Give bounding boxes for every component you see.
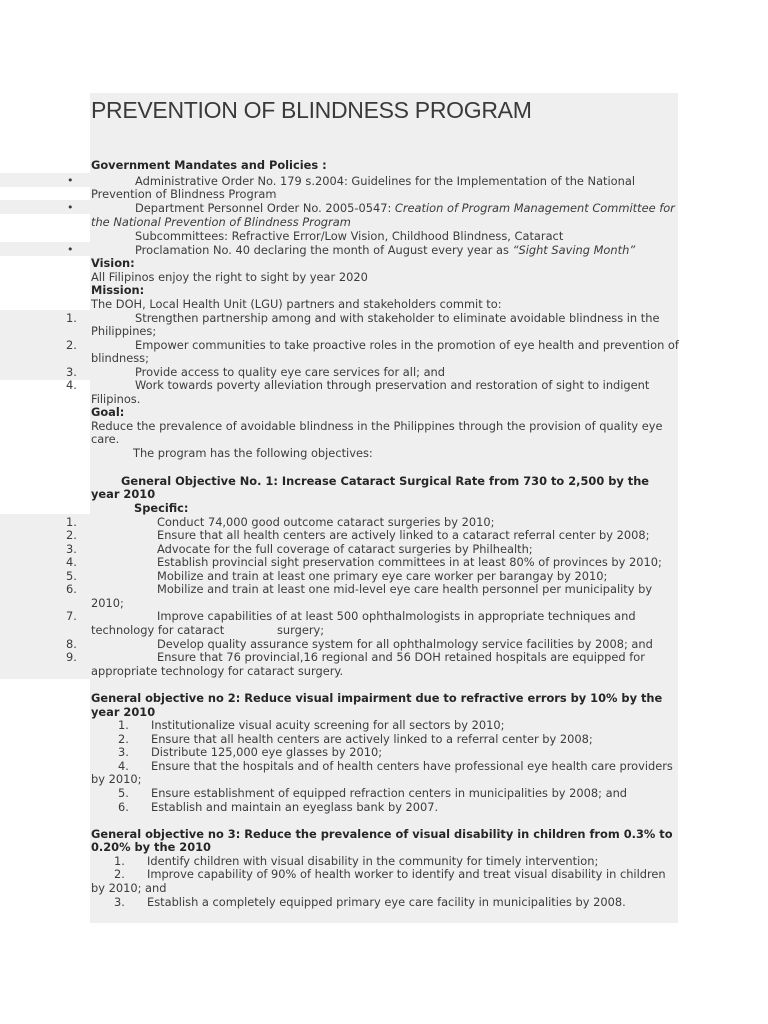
bullet-marker: • — [67, 174, 74, 187]
list-number: 2. — [66, 338, 77, 352]
goal-heading: Goal: — [91, 405, 125, 419]
vision-text: All Filipinos enjoy the right to sight by year 2020 — [91, 270, 368, 284]
mandate-item-3: Proclamation No. 40 declaring the month of August every year as “Sight Saving Month” — [135, 243, 636, 257]
objective-1-item-6-line-1: Mobilize and train at least one mid-level eye care health personnel per municipality by — [157, 582, 653, 596]
objective-1-item-5: Mobilize and train at least one primary eye care worker per barangay by 2010; — [157, 569, 608, 583]
objective-1-item-6-line-2: 2010; — [91, 596, 124, 610]
specific-label: Specific: — [134, 501, 189, 515]
objective-3-heading-line-2: 0.20% by the 2010 — [91, 840, 211, 854]
objective-1-item-9-line-1: Ensure that 76 provincial,16 regional and 56 DOH retained hospitals are equipped for — [157, 650, 645, 664]
objective-1-item-4: Establish provincial sight preservation committees in at least 80% of provinces by 2010; — [157, 555, 662, 569]
objective-1-item-8: Develop quality assurance system for all ophthalmology service facilities by 2008; and — [157, 637, 653, 651]
objective-2-item-3: Distribute 125,000 eye glasses by 2010; — [151, 745, 383, 759]
list-number: 3. — [118, 745, 129, 759]
list-number: 4. — [66, 555, 77, 569]
objective-1-item-3: Advocate for the full coverage of cataract surgeries by Philhealth; — [157, 542, 533, 556]
mandate-item-2-line-1: Department Personnel Order No. 2005-0547: Creation of Program Management Committee for — [135, 201, 675, 215]
vision-heading: Vision: — [91, 256, 135, 270]
objective-1-item-1: Conduct 74,000 good outcome cataract surgeries by 2010; — [157, 515, 495, 529]
objective-2-heading-line-2: year 2010 — [91, 705, 156, 719]
bullet-marker: • — [67, 201, 74, 214]
list-number: 3. — [66, 542, 77, 556]
objective-2-heading-line-1: General objective no 2: Reduce visual impairment due to refractive errors by 10% by the — [91, 691, 663, 705]
list-number: 1. — [114, 854, 125, 868]
objective-3-item-2-line-1: Improve capability of 90% of health worker to identify and treat visual disability in children — [147, 867, 666, 881]
mission-item-2-line-2: blindness; — [91, 351, 149, 365]
objective-3-item-3: Establish a completely equipped primary eye care facility in municipalities by 2008. — [147, 895, 626, 909]
list-number: 1. — [66, 515, 77, 529]
list-number: 7. — [66, 609, 77, 623]
mandate-item-2-line-2: the National Prevention of Blindness Program — [91, 215, 351, 229]
objective-2-item-6: Establish and maintain an eyeglass bank by 2007. — [151, 800, 439, 814]
objective-2-item-4-line-1: Ensure that the hospitals and of health centers have professional eye health care providers — [151, 759, 673, 773]
objective-1-item-7-line-1: Improve capabilities of at least 500 ophthalmologists in appropriate techniques and — [157, 609, 636, 623]
objective-2-item-5: Ensure establishment of equipped refraction centers in municipalities by 2008; and — [151, 786, 628, 800]
objective-3-item-2-line-2: by 2010; and — [91, 881, 167, 895]
list-number: 2. — [66, 528, 77, 542]
list-number: 3. — [66, 365, 77, 379]
bullet-marker: • — [67, 243, 74, 256]
objective-1-heading-line-1: General Objective No. 1: Increase Cataract Surgical Rate from 730 to 2,500 by the — [121, 474, 650, 488]
objective-1-item-9-line-2: appropriate technology for cataract surgery. — [91, 664, 344, 678]
objective-1-item-7-line-2: technology for cataract — [91, 623, 225, 637]
objective-2-item-2: Ensure that all health centers are actively linked to a referral center by 2008; — [151, 732, 593, 746]
objective-2-item-1: Institutionalize visual acuity screening for all sectors by 2010; — [151, 718, 505, 732]
objective-3-heading-line-1: General objective no 3: Reduce the prevalence of visual disability in children from 0.3% to — [91, 827, 673, 841]
objective-1-item-7-line-2b: surgery; — [277, 623, 325, 637]
list-number: 4. — [66, 378, 77, 392]
mission-item-1-line-1: Strengthen partnership among and with stakeholder to eliminate avoidable blindness in the — [135, 311, 660, 325]
objective-2-item-4-line-2: by 2010; — [91, 772, 142, 786]
list-number: 3. — [114, 895, 125, 909]
objectives-intro: The program has the following objectives: — [133, 446, 373, 460]
list-number: 8. — [66, 637, 77, 651]
mandate-item-1-line-2: Prevention of Blindness Program — [91, 187, 277, 201]
list-number: 2. — [118, 732, 129, 746]
list-number: 9. — [66, 650, 77, 664]
goal-line-2: care. — [91, 432, 120, 446]
page-title: PREVENTION OF BLINDNESS PROGRAM — [91, 97, 532, 123]
list-number: 4. — [118, 759, 129, 773]
mission-heading: Mission: — [91, 283, 145, 297]
objective-3-item-1: Identify children with visual disability in the community for timely intervention; — [147, 854, 599, 868]
mandate-item-1-line-1: Administrative Order No. 179 s.2004: Guidelines for the Implementation of the National — [135, 174, 636, 188]
mandates-heading: Government Mandates and Policies : — [91, 158, 327, 172]
mission-item-4-line-2: Filipinos. — [91, 392, 141, 406]
objective-1-item-2: Ensure that all health centers are actively linked to a cataract referral center by 2008; — [157, 528, 650, 542]
mission-item-4-line-1: Work towards poverty alleviation through preservation and restoration of sight to indigent — [135, 378, 650, 392]
objective-1-heading-line-2: year 2010 — [91, 487, 156, 501]
list-number: 1. — [118, 718, 129, 732]
mission-item-3: Provide access to quality eye care services for all; and — [135, 365, 445, 379]
mandate-item-2-line-3: Subcommittees: Refractive Error/Low Vision, Childhood Blindness, Cataract — [135, 229, 564, 243]
mission-item-1-line-2: Philippines; — [91, 324, 157, 338]
list-number: 1. — [66, 311, 77, 325]
mission-item-2-line-1: Empower communities to take proactive roles in the promotion of eye health and prevention of — [135, 338, 679, 352]
list-number: 5. — [118, 786, 129, 800]
mission-intro: The DOH, Local Health Unit (LGU) partners and stakeholders commit to: — [91, 297, 502, 311]
list-number: 5. — [66, 569, 77, 583]
list-number: 6. — [66, 582, 77, 596]
list-number: 6. — [118, 800, 129, 814]
goal-line-1: Reduce the prevalence of avoidable blindness in the Philippines through the provision of quality eye — [91, 419, 663, 433]
list-number: 2. — [114, 867, 125, 881]
